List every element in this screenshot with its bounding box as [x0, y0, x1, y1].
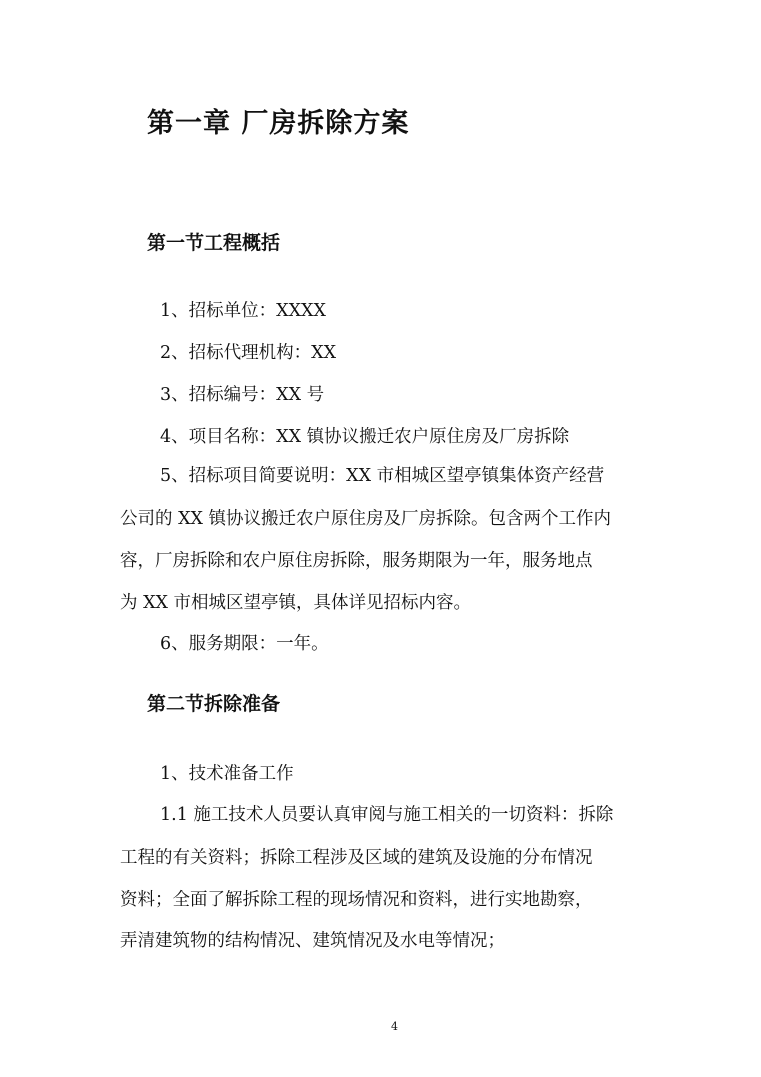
list-item: 1、技术准备工作 — [160, 764, 294, 784]
paragraph-line: 资料；全面了解拆除工程的现场情况和资料，进行实地勘察， — [120, 890, 593, 910]
paragraph-line: 公司的 XX 镇协议搬迁农户原住房及厂房拆除。包含两个工作内 — [120, 509, 612, 529]
paragraph-line: 为 XX 市相城区望亭镇，具体详见招标内容。 — [120, 593, 472, 613]
paragraph-line: 容，厂房拆除和农户原住房拆除，服务期限为一年，服务地点 — [120, 551, 593, 571]
paragraph-line: 5、招标项目简要说明：XX 市相城区望亭镇集体资产经营 — [160, 466, 605, 486]
list-item: 4、项目名称：XX 镇协议搬迁农户原住房及厂房拆除 — [160, 427, 570, 447]
list-item: 3、招标编号：XX 号 — [160, 385, 325, 405]
paragraph-line: 1.1 施工技术人员要认真审阅与施工相关的一切资料：拆除 — [160, 805, 614, 825]
page-number: 4 — [391, 1020, 398, 1033]
chapter-title: 第一章 厂房拆除方案 — [147, 108, 410, 139]
section-heading: 第一节工程概括 — [147, 232, 281, 254]
list-item: 1、招标单位：XXXX — [160, 301, 326, 321]
list-item: 6、服务期限：一年。 — [160, 634, 329, 654]
section-heading: 第二节拆除准备 — [147, 693, 281, 715]
paragraph-line: 弄清建筑物的结构情况、建筑情况及水电等情况； — [120, 931, 505, 951]
list-item: 2、招标代理机构：XX — [160, 343, 337, 363]
paragraph-line: 工程的有关资料；拆除工程涉及区域的建筑及设施的分布情况 — [120, 848, 593, 868]
